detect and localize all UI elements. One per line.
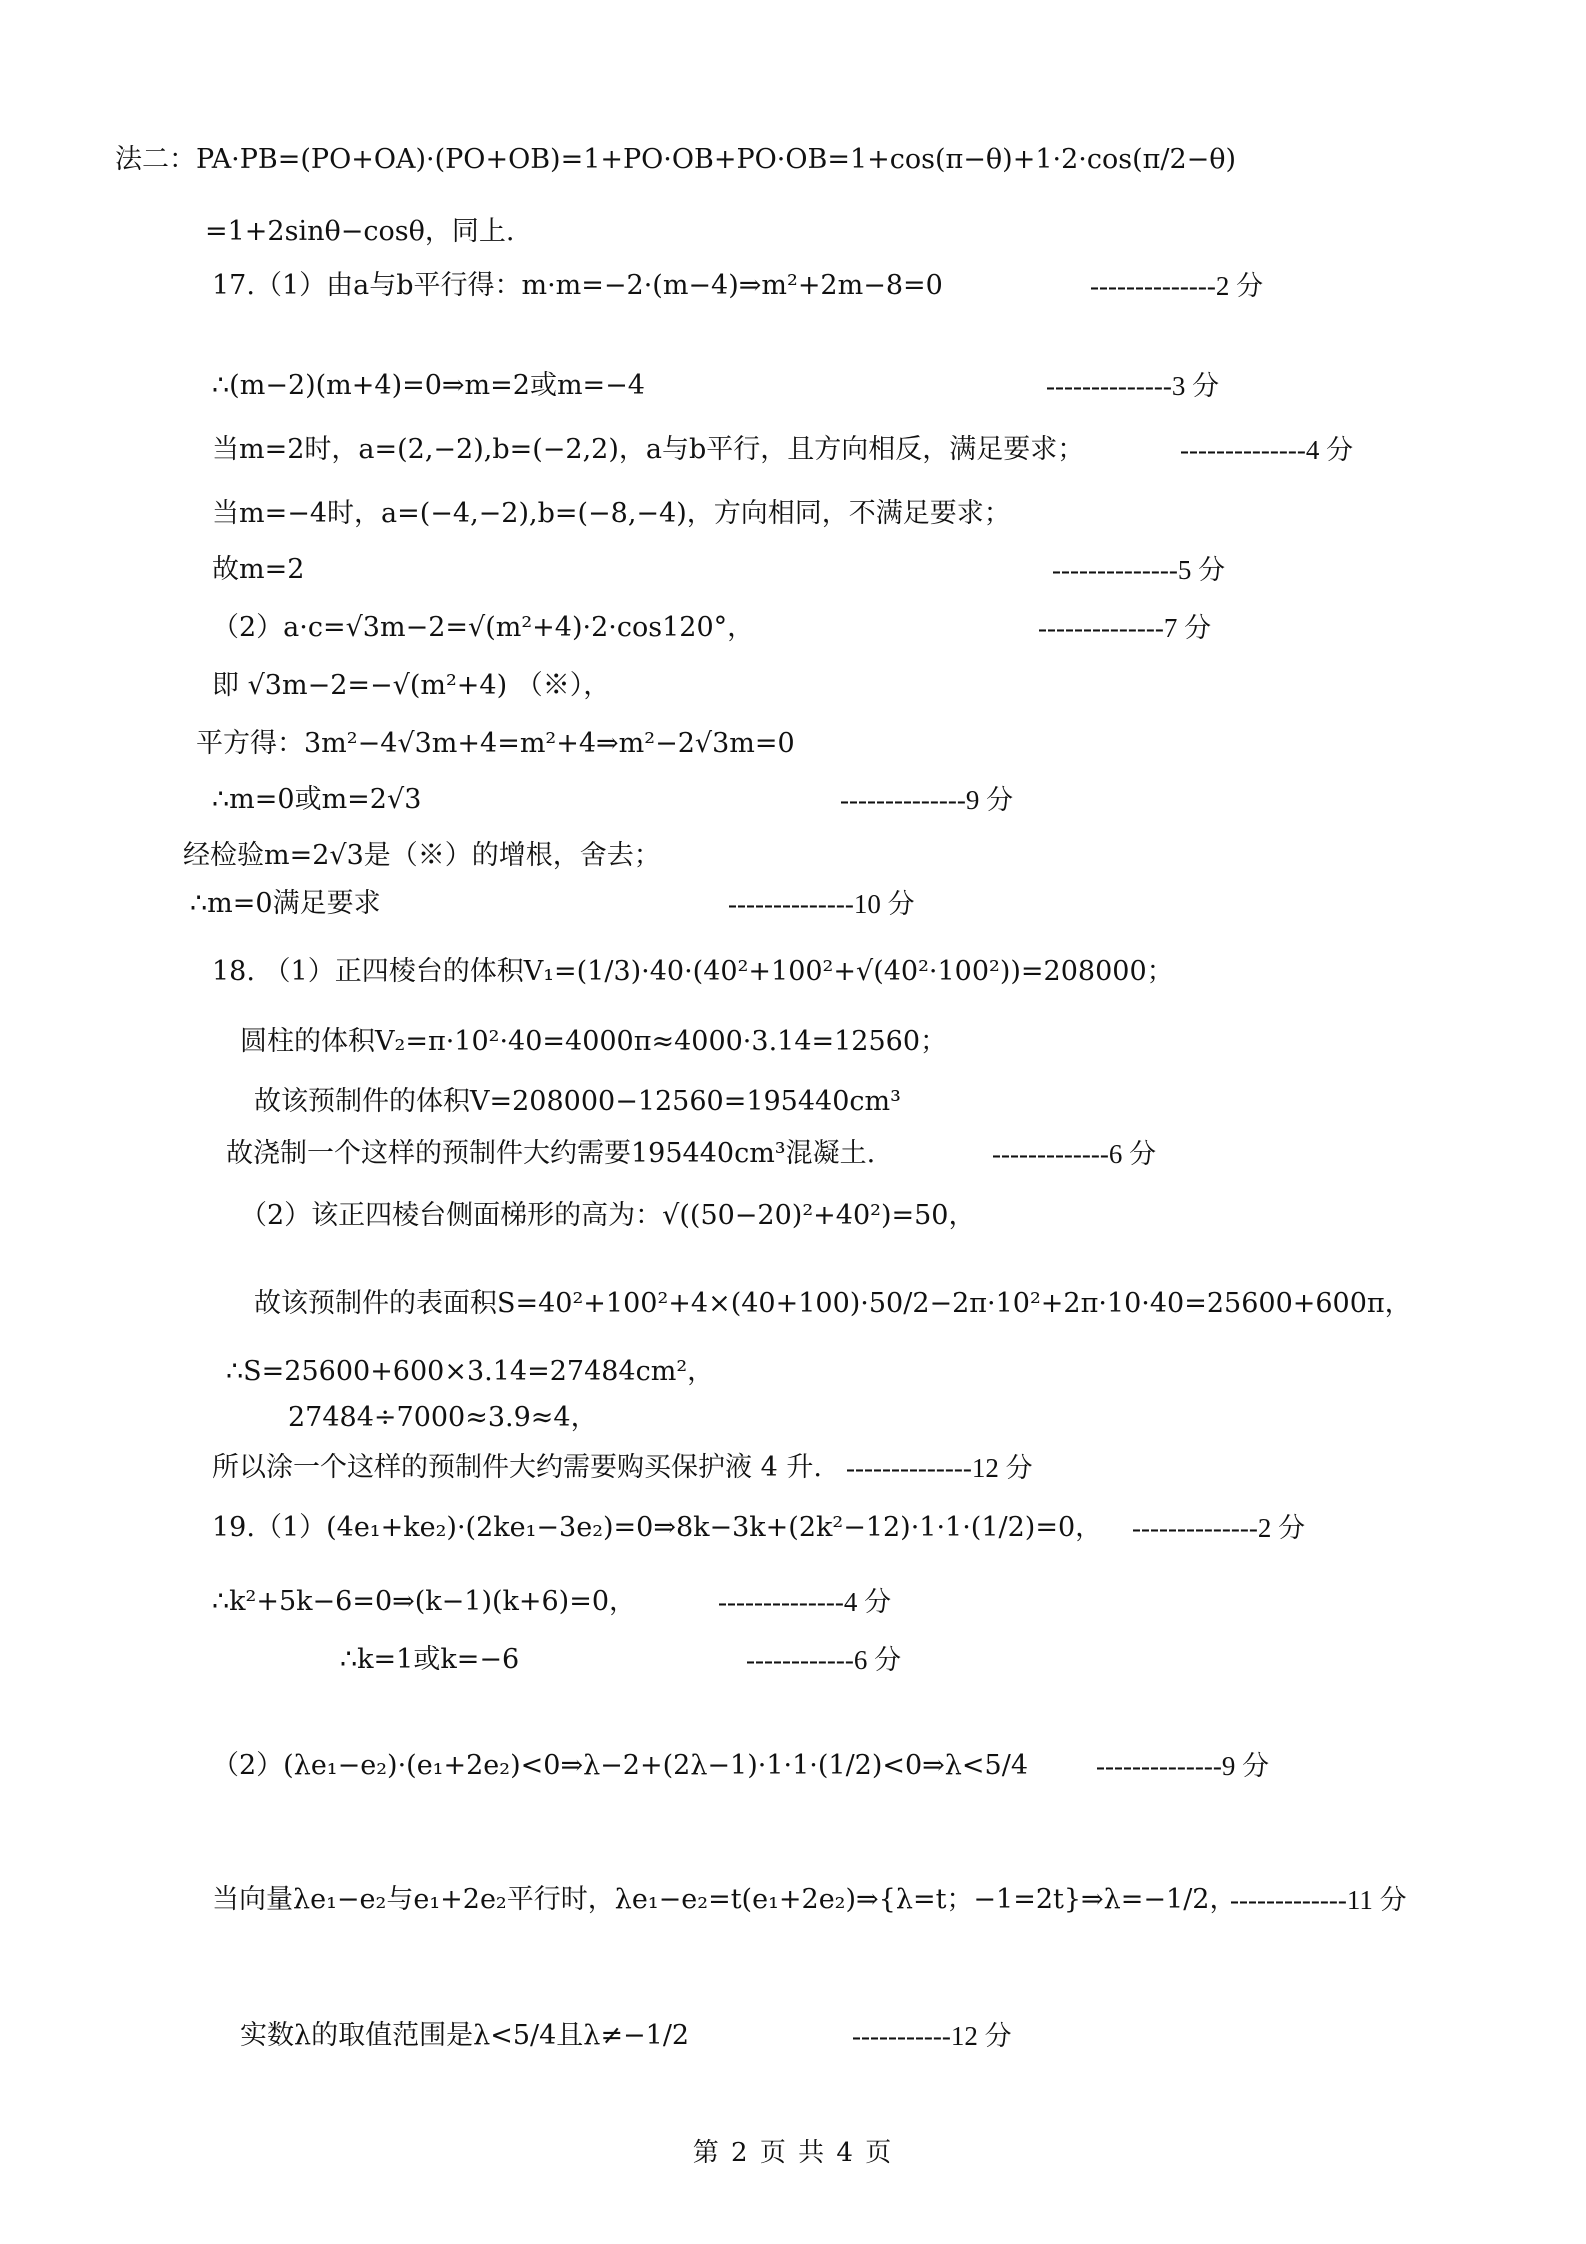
q18-part1-volume: 故该预制件的体积V=208000−12560=195440cm³ [254,1086,901,1117]
q18-part1-frustum-volume: 18. （1）正四棱台的体积V₁=(1/3)·40·(40²+100²+√(40²·100²))=208000； [212,956,1174,987]
q19-part2-answer: 实数λ的取值范围是λ<5/4且λ≠−1/2 [240,2020,690,2051]
score-marker: --------------3 分 [1046,371,1220,401]
q18-part2-value: ∴S=25600+600×3.14=27484cm²， [226,1356,715,1387]
method-two-result: =1+2sinθ−cosθ，同上. [205,216,515,247]
score-marker: --------------2 分 [1132,1513,1306,1543]
q17-case-m2: 当m=2时，a=(2,−2),b=(−2,2)，a与b平行，且方向相反，满足要求； [212,434,1085,465]
score-marker: -----------12 分 [852,2021,1012,2051]
q17-part2-roots: ∴m=0或m=2√3 [212,784,422,815]
score-marker: ------------6 分 [746,1645,902,1675]
score-marker: --------------4 分 [1180,435,1354,465]
score-marker: --------------9 分 [1096,1751,1270,1781]
q17-part2-answer: ∴m=0满足要求 [190,888,381,919]
q18-part2-height: （2）该正四棱台侧面梯形的高为：√((50−20)²+40²)=50， [240,1200,976,1231]
q17-part2-dot: （2）a·c=√3m−2=√(m²+4)·2·cos120°， [212,612,755,643]
score-marker: --------------4 分 [718,1587,892,1617]
score-marker: --------------10 分 [728,889,915,919]
q18-part2-answer: 所以涂一个这样的预制件大约需要购买保护液 4 升. [212,1452,822,1483]
q19-part1-answer: ∴k=1或k=−6 [340,1644,520,1675]
q17-part2-square: 平方得：3m²−4√3m+4=m²+4⇒m²−2√3m=0 [196,728,795,759]
score-marker: --------------9 分 [840,785,1014,815]
score-marker: --------------2 分 [1090,271,1264,301]
q18-part2-surface: 故该预制件的表面积S=40²+100²+4×(40+100)·50/2−2π·10²+2π·10·40=25600+600π， [254,1288,1412,1319]
q19-part1-factor: ∴k²+5k−6=0⇒(k−1)(k+6)=0， [212,1586,637,1617]
score-marker: -------------11 分 [1230,1885,1407,1915]
q17-case-m-4: 当m=−4时，a=(−4,−2),b=(−8,−4)，方向相同，不满足要求； [212,498,1011,529]
score-marker: --------------5 分 [1052,555,1226,585]
q17-part2-check: 经检验m=2√3是（※）的增根，舍去； [183,840,661,871]
page-footer: 第 2 页 共 4 页 [692,2138,894,2168]
q19-part2-parallel: 当向量λe₁−e₂与e₁+2e₂平行时，λe₁−e₂=t(e₁+2e₂)⇒{λ=t；−1=2t}⇒λ=−1/2， [212,1884,1237,1915]
q17-part2-equation: 即 √3m−2=−√(m²+4) （※）， [212,670,611,701]
score-marker: -------------6 分 [992,1139,1157,1169]
q19-part2-inequality: （2）(λe₁−e₂)·(e₁+2e₂)<0⇒λ−2+(2λ−1)·1·1·(1/2)<0⇒λ<5/4 [212,1750,1028,1781]
q17-part1-parallel: 17.（1）由a与b平行得：m·m=−2·(m−4)⇒m²+2m−8=0 [212,270,943,301]
q17-part1-answer: 故m=2 [212,554,305,585]
q19-part1-dot: 19.（1）(4e₁+ke₂)·(2ke₁−3e₂)=0⇒8k−3k+(2k²−12)·1·1·(1/2)=0， [212,1512,1103,1543]
score-marker: --------------7 分 [1038,613,1212,643]
q18-part2-division: 27484÷7000≈3.9≈4， [288,1402,598,1433]
q17-part1-factor: ∴(m−2)(m+4)=0⇒m=2或m=−4 [212,370,645,401]
q18-part1-answer: 故浇制一个这样的预制件大约需要195440cm³混凝土. [226,1138,876,1169]
score-marker: --------------12 分 [846,1453,1033,1483]
method-two-line: 法二：PA·PB=(PO+OA)·(PO+OB)=1+PO·OB+PO·OB=1+cos(π−θ)+1·2·cos(π/2−θ) [115,144,1237,175]
q18-part1-cylinder-volume: 圆柱的体积V₂=π·10²·40=4000π≈4000·3.14=12560； [240,1026,948,1057]
